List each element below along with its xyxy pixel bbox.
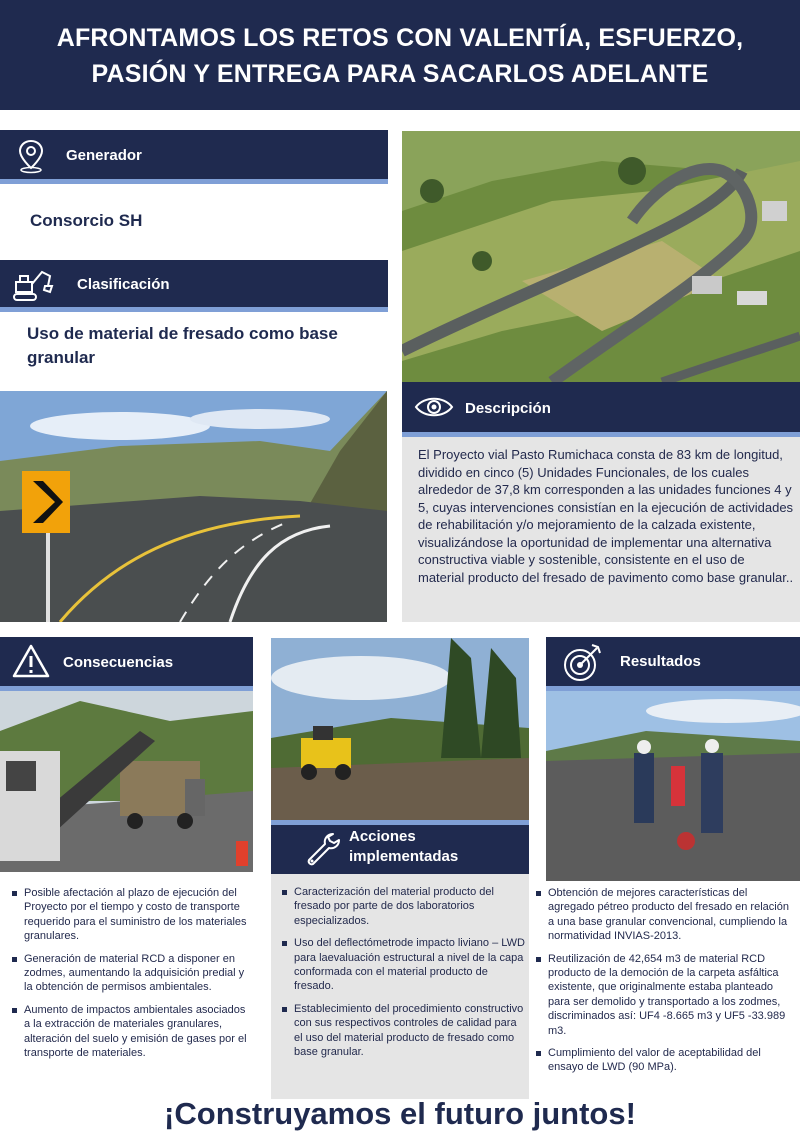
footer-slogan: ¡Construyamos el futuro juntos! — [164, 1096, 636, 1131]
generador-band — [0, 130, 388, 184]
header-banner — [0, 0, 800, 110]
eye-icon — [414, 394, 454, 420]
acciones-band — [271, 820, 529, 874]
grader-photo — [271, 638, 529, 820]
list-item: Reutilización de 42,654 m3 de material RCD producto de la democión de la carpeta asfáltica existente, que originalmente estaba planteado para ser demolido y transportado a los zodmes, discriminados así: UF4 -8.665 m3 y UF5 -33.989 m3. — [534, 952, 796, 1038]
lwd-test-photo — [546, 691, 800, 881]
list-item: Establecimiento del procedimiento constructivo con sus respectivos controles de calidad para el uso del material producto de fresado como base granular. — [280, 1002, 526, 1060]
clasificacion-title: Clasificación — [77, 276, 170, 293]
consecuencias-list — [10, 886, 250, 1068]
generador-title: Generador — [66, 147, 142, 164]
aerial-highway-photo — [402, 131, 800, 382]
header-title-line-2: PASIÓN Y ENTREGA PARA SACARLOS ADELANTE — [91, 60, 709, 88]
list-item: Uso del deflectómetrode impacto liviano – LWD para laevaluación estructural a nivel de la capa conformada con el material producto de fresado. — [280, 936, 526, 994]
milling-machine-photo — [0, 691, 253, 872]
acciones-title-line-2: implementadas — [349, 848, 459, 865]
resultados-title: Resultados — [620, 653, 701, 670]
resultados-list — [534, 886, 796, 1083]
wrench-icon — [303, 830, 341, 868]
generador-value: Consorcio SH — [30, 211, 143, 230]
list-item: Caracterización del material producto del fresado por parte de dos laboratorios especializados. — [280, 885, 526, 928]
acciones-list — [280, 885, 526, 1067]
resultados-band — [546, 637, 800, 691]
clasificacion-value: Uso de material de fresado como base granular — [27, 324, 338, 367]
descripcion-title: Descripción — [465, 400, 551, 417]
list-item: Obtención de mejores características del agregado pétreo producto del fresado en relación a una base granular convencional, cumpliendo la normatividad INVIAS-2013. — [534, 886, 796, 944]
location-pin-icon — [14, 138, 48, 174]
acciones-title-line-1: Acciones — [349, 828, 416, 845]
list-item: Cumplimiento del valor de aceptabilidad del ensayo de LWD (90 MPa). — [534, 1046, 796, 1075]
acciones-panel — [271, 874, 529, 1099]
excavator-icon — [12, 266, 56, 304]
list-item: Generación de material RCD a disponer en zodmes, aumentando la adquisición predial y la obtención de permisos ambientales. — [10, 952, 250, 995]
target-icon — [562, 641, 602, 683]
clasificacion-band — [0, 260, 388, 312]
warning-icon — [12, 643, 50, 679]
descripcion-band — [402, 382, 800, 437]
descripcion-panel — [402, 437, 800, 622]
list-item: Aumento de impactos ambientales asociados a la extracción de materiales granulares, alteración del suelo y emisión de gases por el transporte de materiales. — [10, 1003, 250, 1061]
header-title-line-1: AFRONTAMOS LOS RETOS CON VALENTÍA, ESFUERZO, — [56, 24, 744, 52]
mountain-road-photo — [0, 391, 387, 622]
consecuencias-title: Consecuencias — [63, 654, 174, 671]
list-item: Posible afectación al plazo de ejecución del Proyecto por el tiempo y costo de transporte requerido para el suministro de los materiales granulares. — [10, 886, 250, 944]
consecuencias-band — [0, 637, 253, 691]
descripcion-text: El Proyecto vial Pasto Rumichaca consta de 83 km de longitud, dividido en cinco (5) Unidades Funcionales, de los cuales alrededor de 37,8 km corresponden a las unidades funciones 4 y 5, cuyas intervenciones consistían en la ejecución de actividades de rehabilitación y/o mejoramiento de la calzada existente, visualizándose la oportunidad de implementar una alternativa constructiva viable y sostenible, consistente en el uso de material producto del fresado de pavimento como base granular.. — [418, 447, 794, 585]
